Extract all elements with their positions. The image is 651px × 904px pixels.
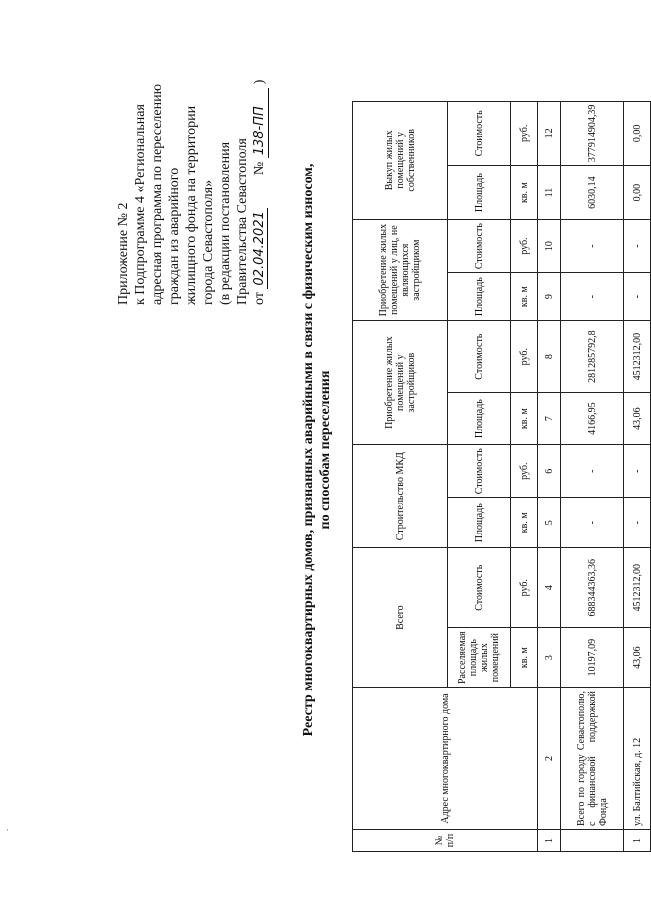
row-value: 43,06 — [624, 628, 651, 688]
index-cell: 8 — [538, 321, 561, 393]
header-construction-cost: Стоимость — [448, 445, 511, 498]
header-address: Адрес многоквартирного дома — [353, 688, 538, 830]
row-value: - — [561, 273, 624, 321]
index-cell: 9 — [538, 273, 561, 321]
header-row-1 — [353, 101, 448, 851]
appendix-line-5: жилищного фонда на территории — [184, 105, 199, 305]
index-cell: 6 — [538, 445, 561, 498]
header-nonbuilders-cost: Стоимость — [448, 220, 511, 273]
unit-cell: руб. — [511, 101, 538, 166]
table-row — [624, 101, 651, 851]
header-num: № п/п — [353, 830, 538, 852]
title-line-1: Реестр многоквартирных домов, признанных аварийными в связи с физическим износом, — [301, 163, 316, 737]
title-line-2: по способам переселения — [318, 370, 333, 530]
index-cell: 1 — [538, 830, 561, 852]
row-value: 6030,14 — [561, 166, 624, 220]
unit-cell: руб. — [511, 220, 538, 273]
row-value: 43,06 — [624, 393, 651, 445]
appendix-line-3: адресная программа по переселению — [150, 83, 165, 305]
row-value: 4512312,00 — [624, 548, 651, 628]
appendix-line-6: города Севастополя» — [201, 179, 216, 305]
closing-paren: ) — [252, 79, 267, 85]
index-cell: 4 — [538, 548, 561, 628]
appendix-line-2: к Подпрограмме 4 «Региональная — [133, 104, 148, 305]
handwritten-number: 138-ПП — [252, 106, 267, 156]
row-value: - — [561, 498, 624, 548]
header-resettled-area: Расселяемая площадь жилых помещений — [448, 628, 511, 688]
number-prefix: № — [252, 161, 267, 176]
row-address: Всего по городу Севастополю, с финансовой поддержкой Фонда — [561, 688, 624, 830]
header-purchase-builders: Приобретение жилых помещений у застройщиков — [353, 321, 448, 445]
row-value: - — [561, 220, 624, 273]
header-nonbuilders-area: Площадь — [448, 273, 511, 321]
registry-table — [352, 101, 651, 852]
from-prefix: от — [252, 292, 267, 305]
row-value: 377914904,39 — [561, 101, 624, 166]
unit-cell: руб. — [511, 548, 538, 628]
index-cell: 5 — [538, 498, 561, 548]
row-value: 281285792,8 — [561, 321, 624, 393]
appendix-line-8: Правительства Севастополя — [235, 138, 250, 305]
row-value: 688344363,36 — [561, 548, 624, 628]
row-value: 10197,09 — [561, 628, 624, 688]
row-value: 4166,95 — [561, 393, 624, 445]
unit-cell: кв. м — [511, 498, 538, 548]
unit-cell: кв. м — [511, 628, 538, 688]
unit-cell: кв. м — [511, 273, 538, 321]
index-cell: 11 — [538, 166, 561, 220]
index-cell: 10 — [538, 220, 561, 273]
index-cell: 2 — [538, 688, 561, 830]
column-index-row — [538, 101, 561, 851]
row-value: - — [561, 445, 624, 498]
row-value: 0,00 — [624, 101, 651, 166]
margin-mark: · — [6, 826, 9, 836]
index-cell: 3 — [538, 628, 561, 688]
unit-cell: кв. м — [511, 166, 538, 220]
appendix-line-1: Приложение № 2 — [116, 202, 131, 305]
index-cell: 12 — [538, 101, 561, 166]
row-value: - — [624, 445, 651, 498]
row-value: - — [624, 220, 651, 273]
header-buyout-area: Площадь — [448, 166, 511, 220]
row-value: 4512312,00 — [624, 321, 651, 393]
header-builders-cost: Стоимость — [448, 321, 511, 393]
header-total: Всего — [353, 548, 448, 688]
header-construction-area: Площадь — [448, 498, 511, 548]
header-builders-area: Площадь — [448, 393, 511, 445]
header-buyout-cost: Стоимость — [448, 101, 511, 166]
row-value: - — [624, 273, 651, 321]
row-num: 1 — [624, 830, 651, 852]
unit-cell: руб. — [511, 445, 538, 498]
row-value: - — [624, 498, 651, 548]
header-total-cost: Стоимость — [448, 548, 511, 628]
rotated-document — [0, 20, 643, 880]
row-value: 0,00 — [624, 166, 651, 220]
row-address: ул. Балтийская, д. 12 — [624, 688, 651, 830]
appendix-line-7: (в редакции постановления — [218, 141, 233, 305]
unit-cell: кв. м — [511, 393, 538, 445]
header-construction: Строительство МКД — [353, 445, 448, 548]
document-title — [300, 50, 334, 850]
appendix-header — [115, 30, 269, 305]
header-purchase-nonbuilders: Приобретение жилых помещений у лиц, не являющихся застройщиком — [353, 220, 448, 321]
handwritten-date: 02.04.2021 — [252, 208, 268, 288]
row-num — [561, 830, 624, 852]
appendix-date-line — [251, 30, 269, 305]
appendix-line-4: граждан из аварийного — [167, 167, 182, 305]
header-buyout: Выкуп жилых помещений у собственников — [353, 101, 448, 220]
unit-cell: руб. — [511, 321, 538, 393]
index-cell: 7 — [538, 393, 561, 445]
table-row — [561, 101, 624, 851]
